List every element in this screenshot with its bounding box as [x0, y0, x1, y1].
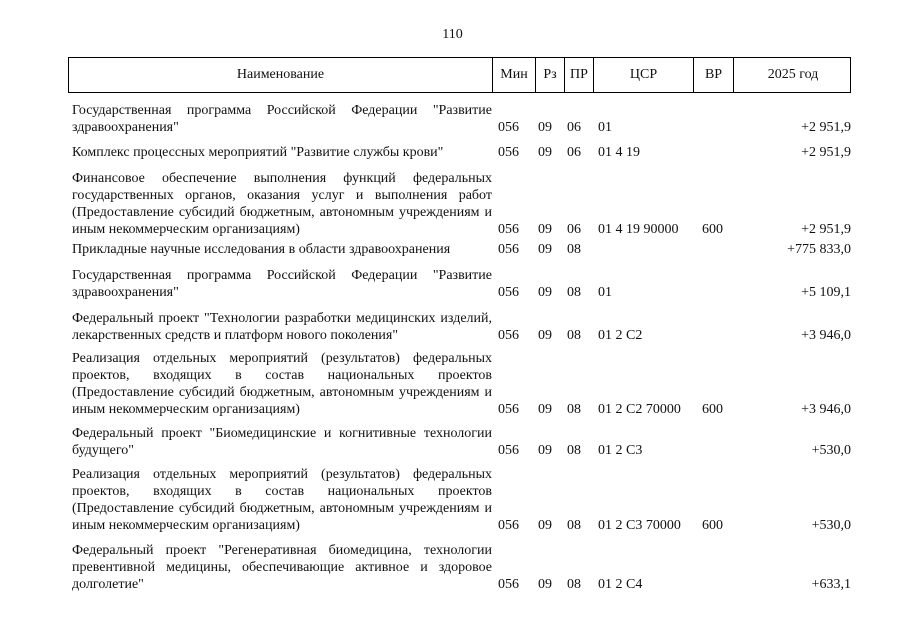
row-vr: 600 [702, 222, 723, 237]
table-row [68, 310, 851, 344]
table-row [68, 425, 851, 459]
row-vr: 600 [702, 518, 723, 533]
row-value: +530,0 [811, 443, 851, 458]
row-rz: 09 [538, 328, 552, 343]
header-csr: ЦСР [593, 58, 693, 92]
row-min: 056 [498, 328, 519, 343]
header-min: Мин [492, 58, 535, 92]
row-vr: 600 [702, 402, 723, 417]
row-value: +3 946,0 [801, 328, 851, 343]
row-value: +530,0 [811, 518, 851, 533]
row-csr: 01 2 С3 70000 [598, 518, 681, 533]
row-rz: 09 [538, 242, 552, 257]
row-csr: 01 2 С3 [598, 443, 643, 458]
row-value: +2 951,9 [801, 120, 851, 135]
row-name: Государственная программа Российской Федерации "Развитие здравоохранения" [72, 268, 492, 300]
row-name: Реализация отдельных мероприятий (результатов) федеральных проектов, входящих в состав национальных проектов (Предоставление субсидий бюджетным, автономным учреждениям и иным некоммерческим организациям) [72, 467, 492, 533]
row-value: +633,1 [811, 577, 851, 592]
row-name: Федеральный проект "Технологии разработки медицинских изделий, лекарственных средств и платформ нового поколения" [72, 311, 492, 343]
row-pr: 08 [567, 242, 581, 257]
row-min: 056 [498, 577, 519, 592]
row-pr: 06 [567, 120, 581, 135]
row-csr: 01 2 С4 [598, 577, 643, 592]
row-name: Прикладные научные исследования в области здравоохранения [72, 242, 451, 257]
row-min: 056 [498, 222, 519, 237]
row-csr: 01 [598, 285, 612, 300]
row-value: +775 833,0 [787, 242, 851, 257]
row-rz: 09 [538, 222, 552, 237]
page-number: 110 [442, 27, 463, 42]
row-csr: 01 2 С2 70000 [598, 402, 681, 417]
row-min: 056 [498, 402, 519, 417]
table-row [68, 170, 851, 238]
row-min: 056 [498, 242, 519, 257]
row-pr: 06 [567, 145, 581, 160]
table-row [68, 102, 851, 136]
row-name: Государственная программа Российской Федерации "Развитие здравоохранения" [72, 103, 492, 135]
row-pr: 08 [567, 402, 581, 417]
row-value: +2 951,9 [801, 222, 851, 237]
header-pr: ПР [564, 58, 593, 92]
row-name: Федеральный проект "Биомедицинские и когнитивные технологии будущего" [72, 426, 492, 458]
row-pr: 08 [567, 443, 581, 458]
table-header [68, 57, 851, 93]
row-rz: 09 [538, 518, 552, 533]
row-csr: 01 [598, 120, 612, 135]
row-pr: 08 [567, 328, 581, 343]
row-rz: 09 [538, 120, 552, 135]
row-name: Федеральный проект "Регенеративная биомедицина, технологии превентивной медицины, обеспечивающие активное и здоровое долголетие" [72, 543, 492, 592]
row-value: +2 951,9 [801, 145, 851, 160]
row-name: Реализация отдельных мероприятий (результатов) федеральных проектов, входящих в состав национальных проектов (Предоставление субсидий бюджетным, автономным учреждениям и иным некоммерческим организациям) [72, 351, 492, 417]
row-value: +3 946,0 [801, 402, 851, 417]
row-rz: 09 [538, 443, 552, 458]
row-min: 056 [498, 120, 519, 135]
header-year: 2025 год [733, 58, 852, 92]
row-pr: 08 [567, 577, 581, 592]
table-row [68, 466, 851, 534]
header-vr: ВР [693, 58, 733, 92]
row-min: 056 [498, 443, 519, 458]
row-pr: 06 [567, 222, 581, 237]
row-rz: 09 [538, 577, 552, 592]
header-rz: Рз [535, 58, 564, 92]
table-row [68, 350, 851, 418]
table-row [68, 144, 851, 161]
row-name: Комплекс процессных мероприятий "Развитие службы крови" [72, 145, 444, 160]
header-name: Наименование [236, 67, 325, 82]
row-csr: 01 4 19 [598, 145, 640, 160]
row-min: 056 [498, 145, 519, 160]
row-rz: 09 [538, 145, 552, 160]
row-rz: 09 [538, 285, 552, 300]
row-value: +5 109,1 [801, 285, 851, 300]
table-row [68, 542, 851, 593]
row-min: 056 [498, 285, 519, 300]
row-pr: 08 [567, 285, 581, 300]
row-pr: 08 [567, 518, 581, 533]
table-row [68, 267, 851, 301]
table-row [68, 241, 851, 258]
row-min: 056 [498, 518, 519, 533]
row-rz: 09 [538, 402, 552, 417]
row-csr: 01 4 19 90000 [598, 222, 679, 237]
row-name: Финансовое обеспечение выполнения функций федеральных государственных органов, оказания услуг и выполнения работ (Предоставление субсидий бюджетным, автономным учреждениям и иным некоммерческим организациям) [72, 171, 492, 237]
row-csr: 01 2 С2 [598, 328, 643, 343]
